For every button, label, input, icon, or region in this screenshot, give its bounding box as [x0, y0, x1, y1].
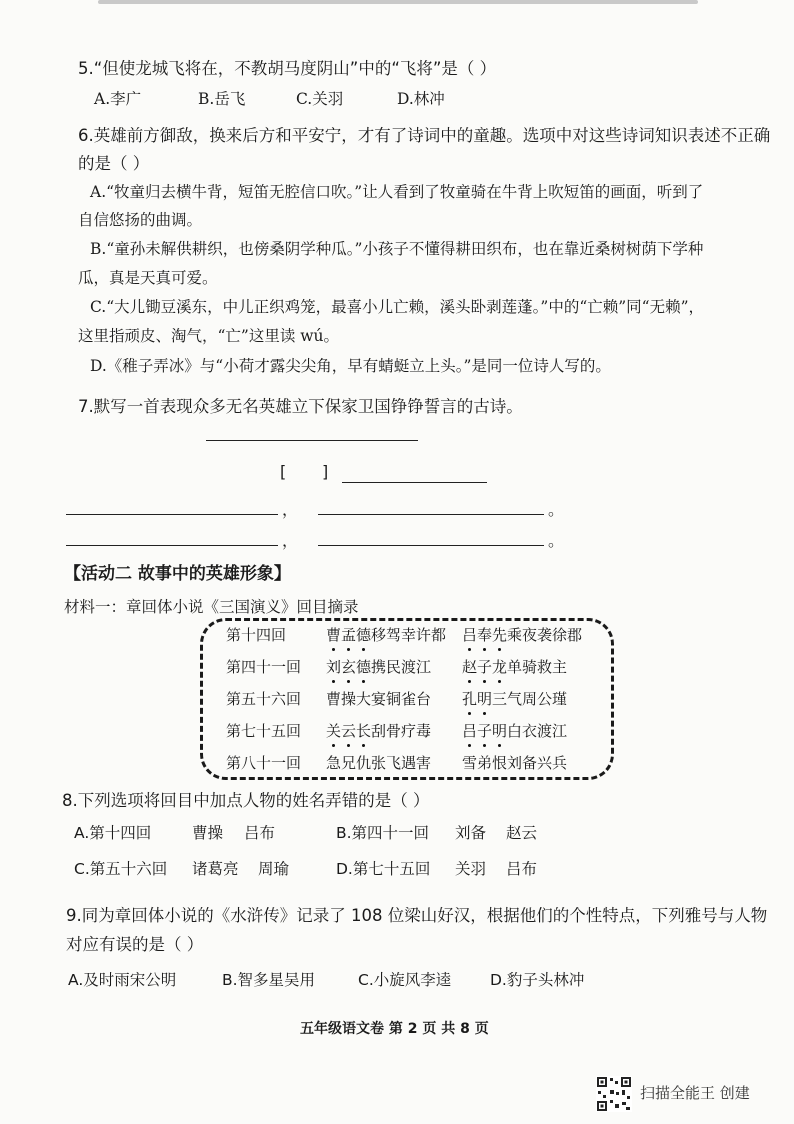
- q7-line2-blank-a[interactable]: [66, 545, 278, 546]
- chapter-title-second: [462, 624, 582, 646]
- chapter-text: 携民渡江: [371, 658, 432, 676]
- q5-option-a: A.李广: [94, 90, 142, 108]
- dotted-name: 刘玄德: [326, 658, 372, 676]
- q9-option-d: D.豹子头林冲: [490, 971, 585, 989]
- q8-option-b-name2: 赵云: [506, 824, 538, 842]
- dotted-name: 孔明: [462, 690, 493, 708]
- chapter-text: 急兄仇张飞遇害: [326, 754, 432, 772]
- q8-stem: 8.下列选项将回目中加点人物的姓名弄错的是（ ）: [62, 791, 430, 810]
- q8-option-c-label: C.第五十六回: [74, 860, 168, 878]
- chapter-text: 单骑救主: [507, 658, 568, 676]
- q7-line1-comma: ，: [282, 500, 299, 519]
- q6-stem-line1: 6.英雄前方御敌，换来后方和平安宁，才有了诗词中的童趣。选项中对这些诗词知识表述不正确: [78, 126, 771, 145]
- chapter-text: 三气周公瑾: [492, 690, 568, 708]
- q6-option-a-line1: A.“牧童归去横牛背，短笛无腔信口吹。”让人看到了牧童骑在牛背上吹短笛的画面，听到了: [90, 183, 704, 201]
- chapter-row-number: 第十四回: [226, 626, 287, 644]
- chapter-title-first: [326, 688, 431, 710]
- dotted-name: 曹孟德: [326, 626, 372, 644]
- q8-option-a-name2: 吕布: [244, 824, 276, 842]
- q7-line1-blank-a[interactable]: [66, 514, 278, 515]
- chapter-text: 曹操大宴铜雀台: [326, 690, 432, 708]
- chapter-row-number: 第五十六回: [226, 690, 302, 708]
- q7-author-blank[interactable]: [342, 482, 487, 483]
- q8-option-c-name2: 周瑜: [258, 860, 290, 878]
- dotted-name: 吕子明: [462, 722, 508, 740]
- material1-label: 材料一：章回体小说《三国演义》回目摘录: [64, 598, 359, 616]
- dotted-name: 吕奉先: [462, 626, 508, 644]
- q7-stem: 7.默写一首表现众多无名英雄立下保家卫国铮铮誓言的古诗。: [78, 397, 523, 416]
- q6-option-d: D.《稚子弄冰》与“小荷才露尖尖角，早有蜻蜓立上头。”是同一位诗人写的。: [90, 357, 611, 375]
- q5-option-b: B.岳飞: [198, 90, 246, 108]
- chapter-title-first: [326, 656, 431, 678]
- q7-bracket-close: ]: [322, 462, 329, 481]
- q7-line2-comma: ，: [282, 531, 299, 550]
- q9-option-c: C.小旋风李逵: [358, 971, 452, 989]
- chapter-text: 白衣渡江: [507, 722, 568, 740]
- q6-option-b-line1: B.“童孙未解供耕织，也傍桑阴学种瓜。”小孩子不懂得耕田织布，也在靠近桑树树荫下学种: [90, 240, 704, 258]
- chapter-title-second: [462, 752, 567, 774]
- chapter-row-number: 第八十一回: [226, 754, 302, 772]
- chapter-row-number: 第七十五回: [226, 722, 302, 740]
- chapter-text: 刮骨疗毒: [371, 722, 432, 740]
- q6-stem-line2: 的是（ ）: [78, 154, 150, 173]
- q8-option-a-name1: 曹操: [192, 824, 224, 842]
- scan-edge-line: [98, 0, 698, 4]
- chapter-title-first: [326, 624, 446, 646]
- q5-stem: 5.“但使龙城飞将在，不教胡马度阴山”中的“飞将”是（ ）: [78, 59, 497, 78]
- q7-line2-blank-b[interactable]: [318, 545, 544, 546]
- chapter-title-first: [326, 752, 431, 774]
- chapter-row-number: 第四十一回: [226, 658, 302, 676]
- dotted-name: 赵子龙: [462, 658, 508, 676]
- q5-option-d: D.林冲: [397, 90, 445, 108]
- q8-option-b-name1: 刘备: [455, 824, 487, 842]
- q6-option-a-line2: 自信悠扬的曲调。: [78, 211, 203, 229]
- q9-option-a: A.及时雨宋公明: [68, 971, 177, 989]
- chapter-title-second: [462, 720, 567, 742]
- chapter-text: 雪弟恨刘备兴兵: [462, 754, 568, 772]
- dotted-name: 关云长: [326, 722, 372, 740]
- q7-line1-period: 。: [548, 500, 565, 519]
- chapter-text: 移驾幸许都: [371, 626, 447, 644]
- q8-option-d-name2: 吕布: [506, 860, 538, 878]
- q9-stem-line2: 对应有误的是（ ）: [66, 935, 204, 954]
- q6-option-c-line1: C.“大儿锄豆溪东，中儿正织鸡笼，最喜小儿亡赖，溪头卧剥莲蓬。”中的“亡赖”同“无赖”，: [90, 298, 705, 316]
- chapter-title-first: [326, 720, 431, 742]
- q8-option-d-name1: 关羽: [455, 860, 487, 878]
- chapter-title-second: [462, 688, 567, 710]
- chapter-title-second: [462, 656, 567, 678]
- q6-option-b-line2: 瓜，真是天真可爱。: [78, 269, 218, 287]
- qr-code-icon: [596, 1076, 632, 1112]
- q8-option-d-label: D.第七十五回: [336, 860, 431, 878]
- q5-option-c: C.关羽: [296, 90, 344, 108]
- q8-option-c-name1: 诸葛亮: [192, 860, 239, 878]
- q9-option-b: B.智多星吴用: [222, 971, 316, 989]
- q7-line1-blank-b[interactable]: [318, 514, 544, 515]
- chapter-text: 乘夜袭徐郡: [507, 626, 583, 644]
- q9-stem-line1: 9.同为章回体小说的《水浒传》记录了 108 位梁山好汉，根据他们的个性特点，下列雅号与人物: [66, 906, 768, 925]
- activity2-title: 【活动二 故事中的英雄形象】: [64, 564, 291, 584]
- q6-option-c-line2: 这里指顽皮、淘气，“亡”这里读 wú。: [78, 327, 340, 345]
- q7-bracket-open: [: [280, 462, 287, 481]
- scanner-watermark: 扫描全能王 创建: [640, 1084, 750, 1102]
- q8-option-a-label: A.第十四回: [74, 824, 152, 842]
- q8-option-b-label: B.第四十一回: [336, 824, 430, 842]
- q7-line2-period: 。: [548, 531, 565, 550]
- page-footer: 五年级语文卷 第 2 页 共 8 页: [300, 1021, 489, 1037]
- q7-title-blank[interactable]: [206, 440, 418, 441]
